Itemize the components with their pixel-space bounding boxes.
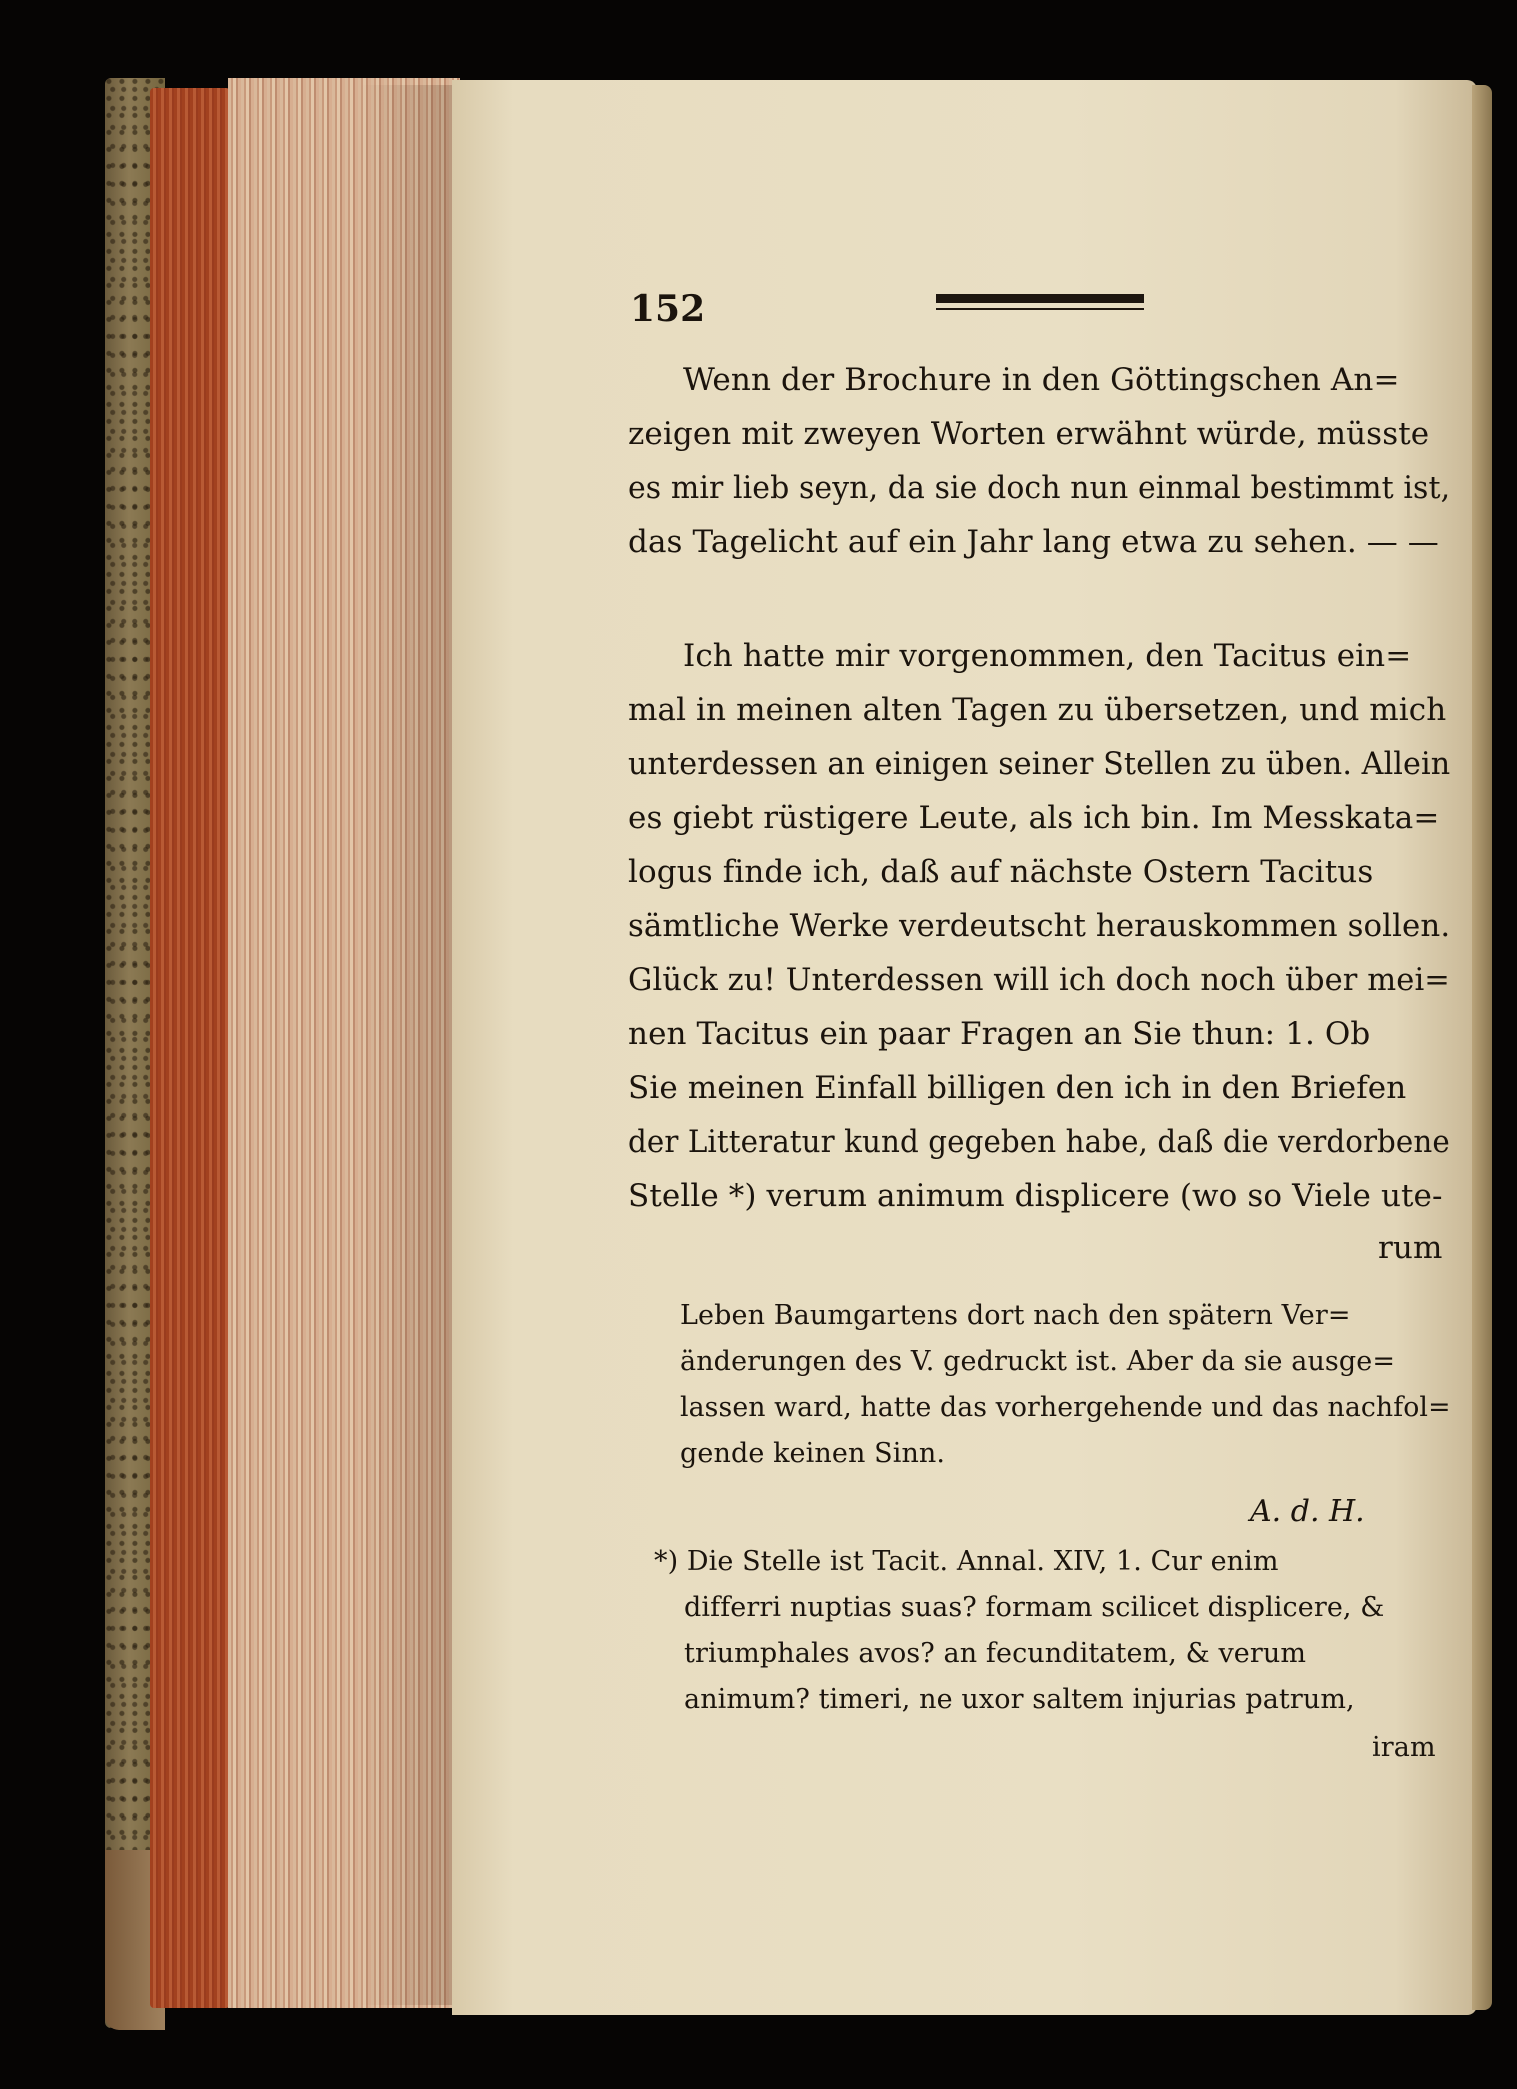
page-header (630, 288, 1150, 328)
header-rule-thin (936, 308, 1144, 310)
text-line: zeigen mit zweyen Worten erwähnt würde, müsste (628, 416, 1430, 452)
footnote-line: triumphales avos? an fecunditatem, & verum (684, 1638, 1307, 1669)
header-rule (936, 294, 1144, 314)
footnote-line: animum? timeri, ne uxor saltem injurias patrum, (684, 1684, 1355, 1715)
text-line: Stelle *) verum animum displicere (wo so Viele ute- (628, 1178, 1443, 1214)
footnote-line: differri nuptias suas? formam scilicet displicere, & (684, 1592, 1385, 1623)
footnote-line: gende keinen Sinn. (680, 1438, 946, 1469)
footnote-catchword: iram (1372, 1732, 1436, 1763)
text-line: der Litteratur kund gegeben habe, daß die verdorbene (628, 1124, 1450, 1160)
text-line: Wenn der Brochure in den Göttingschen An= (683, 362, 1400, 398)
text-line: logus finde ich, daß auf nächste Ostern Tacitus (628, 854, 1374, 890)
page-number: 152 (630, 288, 706, 330)
text-line: nen Tacitus ein paar Fragen an Sie thun: 1. Ob (628, 1016, 1371, 1052)
text-line: unterdessen an einigen seiner Stellen zu üben. Allein (628, 746, 1451, 782)
page-gutter (1472, 85, 1492, 2010)
footnote-line: lassen ward, hatte das vorhergehende und das nachfol= (680, 1392, 1451, 1423)
text-line: es giebt rüstigere Leute, als ich bin. Im Messkata= (628, 800, 1440, 836)
red-page-edge (150, 88, 230, 2008)
footnote-line: Leben Baumgartens dort nach den spätern Ver= (680, 1300, 1351, 1331)
text-line: mal in meinen alten Tagen zu übersetzen, und mich (628, 692, 1447, 728)
text-line: Glück zu! Unterdessen will ich doch noch über mei= (628, 962, 1450, 998)
catchword: rum (1378, 1230, 1443, 1266)
text-line: sämtliche Werke verdeutscht herauskommen sollen. (628, 908, 1451, 944)
text-line: Sie meinen Einfall billigen den ich in den Briefen (628, 1070, 1407, 1106)
text-line: es mir lieb seyn, da sie doch nun einmal bestimmt ist, (628, 470, 1451, 506)
text-line: Ich hatte mir vorgenommen, den Tacitus ein= (683, 638, 1412, 674)
footnote-line: änderungen des V. gedruckt ist. Aber da sie ausge= (680, 1346, 1396, 1377)
footnote-signature: A. d. H. (1250, 1494, 1365, 1529)
footnote-line: *) Die Stelle ist Tacit. Annal. XIV, 1. Cur enim (654, 1546, 1279, 1577)
header-rule-thick (936, 294, 1144, 303)
page-stack-shadow (360, 85, 460, 2005)
text-line: das Tagelicht auf ein Jahr lang etwa zu sehen. — — (628, 524, 1439, 560)
